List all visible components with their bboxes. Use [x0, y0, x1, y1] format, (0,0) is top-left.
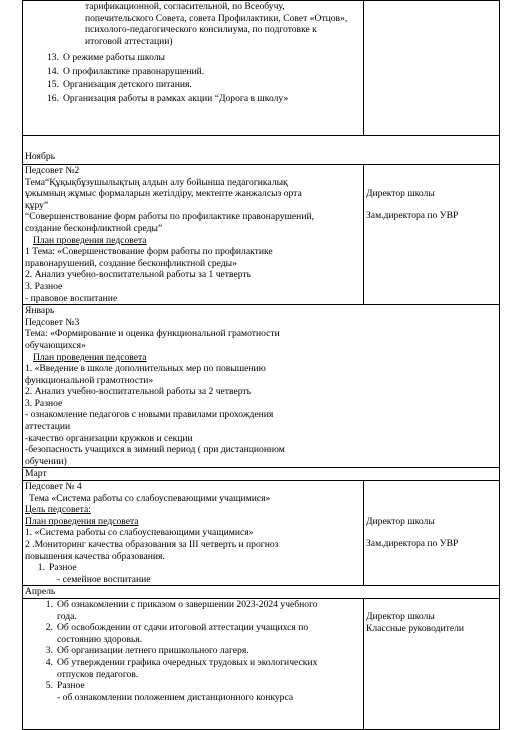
body-line: 1 Тема: «Совершенствование форм работы по профилактике [25, 246, 273, 258]
list-item-cont: отпусков педагогов. [57, 668, 139, 680]
month-march: Март [23, 468, 500, 481]
pedsovet-4-cell [23, 481, 364, 586]
cont-line: психолого-педагогического консилиума, по подготовке к [85, 24, 317, 36]
list-item-cont: года. [57, 610, 77, 622]
table-row [23, 136, 500, 165]
january-cell [23, 305, 500, 468]
body-line: 2. Анализ учебно-воспитательной работы за 1 четверть [25, 269, 251, 281]
top-cell [23, 1, 364, 136]
list-item: 4. Об утверждении графика очередных трудовых и экологических [45, 656, 318, 668]
responsible-cell [364, 165, 500, 305]
body-line: 2. Анализ учебно-воспитательной работы за 2 четверть [25, 386, 251, 398]
pedsovet-title: Педсовет № 4 [25, 481, 82, 493]
body-line: обучении) [25, 455, 67, 467]
list-item: 1. Об ознакомлении с приказом о завершении 2023-2024 учебного [45, 598, 318, 610]
theme-line: ұжымның жұмыс формаларын жетілдіру, мектепте жанжалсыз орта [25, 188, 302, 200]
body-line: -качество организации кружков и секции [25, 432, 193, 444]
body-line: - ознакомление педагогов с новыми правилами прохождения [25, 409, 274, 421]
list-item: 13. О режиме работы школы [47, 52, 165, 64]
responsible-cell [364, 481, 500, 586]
pedsovet-title: Педсовет №2 [25, 165, 80, 176]
table-row [23, 598, 500, 729]
body-line: функциональной грамотности» [25, 374, 154, 386]
pedsovet-2-cell [23, 165, 364, 305]
body-line: аттестации [25, 421, 71, 433]
body-line: 1. «Система работы со слабоуспевающими учащимися» [25, 527, 254, 539]
list-item-cont: состоянию здоровья. [57, 633, 143, 645]
cont-line: итоговой аттестации) [85, 35, 173, 47]
theme-line: Тема: «Формирование и оценка функциональной грамотности [25, 328, 280, 340]
list-item: 1. Разное [37, 562, 77, 574]
body-line: - семейное воспитание [57, 573, 151, 585]
plan-heading: План проведения педсовета [25, 515, 139, 527]
plan-heading: План проведения педсовета [33, 351, 147, 363]
list-item: 14. О профилактике правонарушений. [47, 65, 205, 77]
month-january: Январь [25, 305, 55, 317]
responsible-class-teachers: Классные руководители [366, 622, 465, 634]
table-row [23, 468, 500, 481]
theme-line: “Совершенствование форм работы по профилактике правонарушений, [25, 211, 314, 223]
theme-line: создание бесконфликтной среды” [25, 222, 163, 234]
top-resp-cell [364, 1, 500, 136]
theme-line: Тема «Система работы со слабоуспевающими учащимися» [29, 492, 271, 504]
plan-heading: План проведения педсовета [33, 234, 147, 246]
responsible-deputy: Зам.директора по УВР [366, 537, 459, 549]
table-row [23, 1, 500, 136]
list-item: 5. Разное [45, 680, 85, 692]
body-line: 3. Разное [25, 280, 63, 292]
responsible-director: Директор школы [366, 188, 435, 199]
responsible-director: Директор школы [366, 610, 435, 622]
cont-line: попечительского Совета, совета Профилактики, Совет «Отцов», [85, 12, 348, 24]
pedsovet-title: Педсовет №3 [25, 316, 80, 328]
responsible-cell [364, 598, 500, 729]
list-item: 16. Организация работы в рамках акции “Дорога в школу» [47, 92, 289, 104]
list-item: 15. Организация детского питания. [47, 79, 192, 91]
responsible-deputy: Зам.директора по УВР [366, 209, 459, 221]
plan-table [22, 0, 500, 730]
body-line: - об ознакомлении положением дистанционного конкурса [57, 691, 294, 703]
body-line: -безопасность учащихся в зимний период ( при дистанционном [25, 444, 285, 456]
body-line: правонарушений, создание бесконфликтной среды» [25, 257, 237, 269]
goal-heading: Цель педсовета: [25, 504, 91, 516]
table-row [23, 165, 500, 305]
table-row [23, 586, 500, 599]
body-line: 1. «Введение в школе дополнительных мер по повышению [25, 363, 266, 375]
list-item: 3. Об организации летнего пришкольного лагеря. [45, 645, 249, 657]
cont-line: тарификационной, согласительной, по Всеобучу, [85, 1, 285, 12]
responsible-director: Директор школы [366, 516, 435, 528]
theme-line: обучающихся» [25, 339, 86, 351]
table-row [23, 481, 500, 586]
body-line: 3. Разное [25, 397, 63, 409]
month-november: Ноябрь [23, 136, 500, 165]
table-row [23, 305, 500, 468]
body-line: - правовое воспитание [25, 292, 118, 304]
theme-line: Тема“Құқықбұзушылықтың алдын алу бойынша педагогикалық [25, 176, 288, 188]
theme-line: құру” [25, 199, 49, 211]
month-april: Апрель [23, 586, 500, 599]
list-item: 2. Об освобождении от сдачи итоговой аттестации учащихся по [45, 622, 309, 634]
body-line: повышения качества образования. [25, 550, 165, 562]
body-line: 2 .Мониторинг качества образования за III четверть и прогноз [25, 539, 279, 550]
april-cell [23, 598, 364, 729]
